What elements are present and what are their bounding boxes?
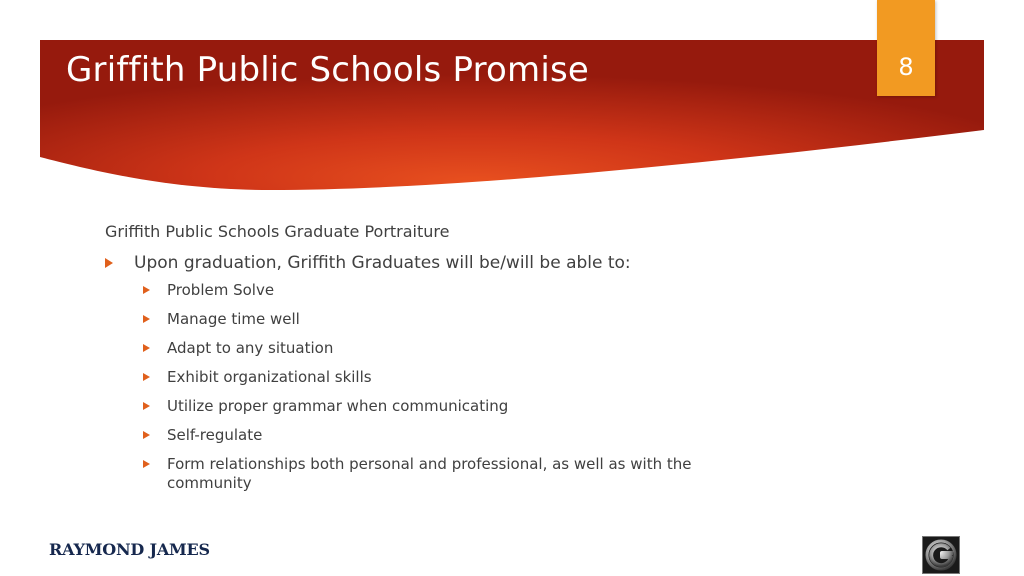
list-item-text: Adapt to any situation — [167, 339, 334, 357]
list-item — [105, 310, 747, 329]
list-item-text: Manage time well — [167, 310, 300, 328]
slide-content — [105, 222, 805, 503]
list-item-text: Self-regulate — [167, 426, 263, 444]
g-emblem-icon — [922, 536, 960, 574]
list-item-text: Exhibit organizational skills — [167, 368, 372, 386]
list-item-text: Problem Solve — [167, 281, 275, 299]
list-item — [105, 397, 747, 416]
list-item — [105, 368, 747, 387]
bullet-arrow-icon — [143, 460, 150, 468]
page-number: 8 — [898, 53, 914, 81]
list-item-text: Form relationships both personal and professional, as well as with the community — [167, 455, 692, 492]
raymond-james-logo: RAYMOND JAMES — [49, 540, 210, 559]
bullet-level1-text: Upon graduation, Griffith Graduates will be/will be able to: — [134, 253, 631, 273]
slide-title: Griffith Public Schools Promise — [66, 50, 590, 90]
bullet-arrow-icon — [143, 344, 150, 352]
bullet-arrow-icon — [143, 431, 150, 439]
bullet-arrow-icon — [143, 315, 150, 323]
bullet-arrow-icon — [143, 402, 150, 410]
bullet-arrow-icon — [143, 286, 150, 294]
bullet-arrow-icon — [105, 258, 113, 268]
list-item-text: Utilize proper grammar when communicating — [167, 397, 509, 415]
list-item — [105, 339, 747, 358]
list-item — [105, 426, 747, 445]
page-number-tab — [877, 0, 935, 96]
bullet-level1 — [105, 252, 805, 274]
list-item — [105, 455, 747, 493]
list-item — [105, 281, 747, 300]
bullet-arrow-icon — [143, 373, 150, 381]
slide-subtitle: Griffith Public Schools Graduate Portraiture — [105, 222, 450, 241]
